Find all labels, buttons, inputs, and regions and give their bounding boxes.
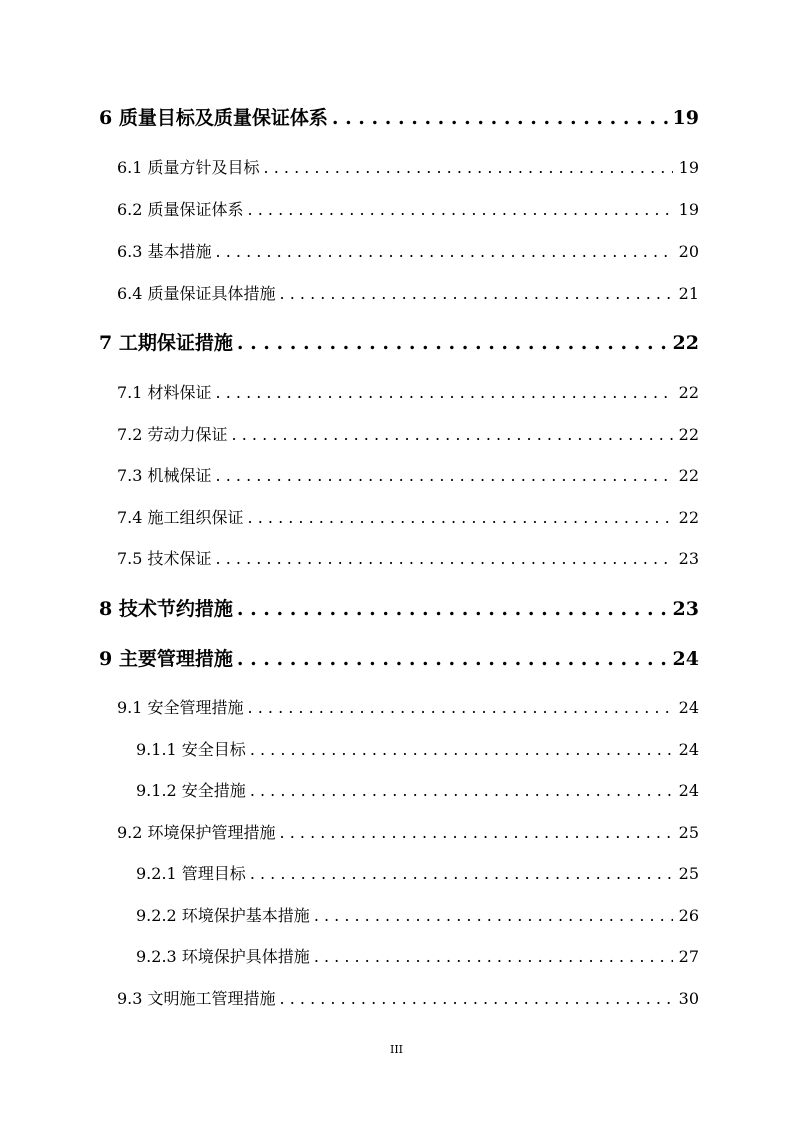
toc-entry-title: 9.1 安全管理措施	[117, 698, 244, 717]
toc-entry-page: 20	[678, 242, 699, 261]
toc-entry-title: 6.3 基本措施	[117, 242, 212, 261]
toc-entry-9-1[interactable]	[117, 695, 699, 718]
toc-entry-page: 23	[678, 549, 699, 568]
toc-entry-title: 8 技术节约措施	[99, 598, 233, 620]
toc-entry-title: 9.2.1 管理目标	[136, 864, 246, 883]
toc-entry-title: 6.4 质量保证具体措施	[117, 284, 276, 303]
toc-entry-7[interactable]	[99, 328, 699, 355]
toc-entry-6-1[interactable]	[117, 155, 699, 178]
toc-entry-9-1-2[interactable]	[136, 778, 699, 801]
toc-entry-7-4[interactable]	[117, 505, 699, 528]
dot-leader	[310, 906, 673, 925]
dot-leader	[212, 466, 673, 485]
toc-entry-title: 9 主要管理措施	[99, 648, 233, 670]
toc-entry-6[interactable]	[99, 103, 699, 130]
toc-entry-title: 7 工期保证措施	[99, 332, 233, 354]
toc-entry-9-1-1[interactable]	[136, 737, 699, 760]
toc-entry-page: 26	[678, 906, 699, 925]
toc-entry-title: 7.4 施工组织保证	[117, 508, 244, 527]
toc-entry-7-3[interactable]	[117, 463, 699, 486]
toc-entry-page: 19	[678, 200, 699, 219]
dot-leader	[276, 823, 673, 842]
toc-entry-7-2[interactable]	[117, 422, 699, 445]
dot-leader	[233, 598, 673, 620]
toc-entry-page: 19	[678, 158, 699, 177]
page-number: III	[389, 1043, 404, 1056]
dot-leader	[212, 549, 673, 568]
toc-entry-9-2-2[interactable]	[136, 903, 699, 926]
toc-entry-9-2-3[interactable]	[136, 944, 699, 967]
toc-entry-title: 7.2 劳动力保证	[117, 425, 228, 444]
toc-entry-page: 22	[678, 425, 699, 444]
toc-entry-6-4[interactable]	[117, 281, 699, 304]
toc-entry-page: 22	[672, 332, 699, 354]
dot-leader	[212, 383, 673, 402]
toc-entry-title: 9.2.2 环境保护基本措施	[136, 906, 310, 925]
dot-leader	[260, 158, 673, 177]
dot-leader	[328, 107, 673, 129]
toc-entry-page: 22	[678, 383, 699, 402]
dot-leader	[276, 989, 673, 1008]
toc-entry-page: 25	[678, 823, 699, 842]
dot-leader	[276, 284, 673, 303]
toc-entry-page: 21	[678, 284, 699, 303]
toc-entry-6-2[interactable]	[117, 197, 699, 220]
dot-leader	[212, 242, 673, 261]
dot-leader	[244, 508, 673, 527]
toc-entry-title: 9.3 文明施工管理措施	[117, 989, 276, 1008]
toc-entry-9-2[interactable]	[117, 820, 699, 843]
toc-entry-page: 22	[678, 508, 699, 527]
dot-leader	[244, 200, 673, 219]
dot-leader	[228, 425, 673, 444]
toc-entry-8[interactable]	[99, 594, 699, 621]
toc-entry-title: 9.1.2 安全措施	[136, 781, 246, 800]
toc-entry-page: 22	[678, 466, 699, 485]
dot-leader	[246, 781, 673, 800]
toc-entry-title: 9.2 环境保护管理措施	[117, 823, 276, 842]
toc-entry-9-3[interactable]	[117, 986, 699, 1009]
dot-leader	[310, 947, 673, 966]
toc-entry-title: 7.5 技术保证	[117, 549, 212, 568]
toc-entry-9-2-1[interactable]	[136, 861, 699, 884]
dot-leader	[233, 648, 673, 670]
dot-leader	[246, 740, 673, 759]
toc-entry-page: 24	[678, 698, 699, 717]
toc-entry-title: 7.1 材料保证	[117, 383, 212, 402]
toc-entry-page: 23	[672, 598, 699, 620]
toc-entry-page: 27	[678, 947, 699, 966]
dot-leader	[233, 332, 673, 354]
toc-entry-title: 6 质量目标及质量保证体系	[99, 107, 328, 129]
toc-entry-page: 19	[672, 107, 699, 129]
toc-entry-6-3[interactable]	[117, 239, 699, 262]
toc-entry-page: 24	[678, 740, 699, 759]
toc-entry-title: 9.2.3 环境保护具体措施	[136, 947, 310, 966]
toc-entry-title: 6.1 质量方针及目标	[117, 158, 260, 177]
toc-entry-page: 24	[672, 648, 699, 670]
toc-entry-title: 7.3 机械保证	[117, 466, 212, 485]
toc-entry-title: 6.2 质量保证体系	[117, 200, 244, 219]
toc-entry-7-1[interactable]	[117, 380, 699, 403]
dot-leader	[246, 864, 673, 883]
toc-entry-page: 24	[678, 781, 699, 800]
toc-entry-9[interactable]	[99, 644, 699, 671]
toc-entry-page: 30	[678, 989, 699, 1008]
toc-entry-page: 25	[678, 864, 699, 883]
toc-entry-title: 9.1.1 安全目标	[136, 740, 246, 759]
dot-leader	[244, 698, 673, 717]
toc-entry-7-5[interactable]	[117, 546, 699, 569]
